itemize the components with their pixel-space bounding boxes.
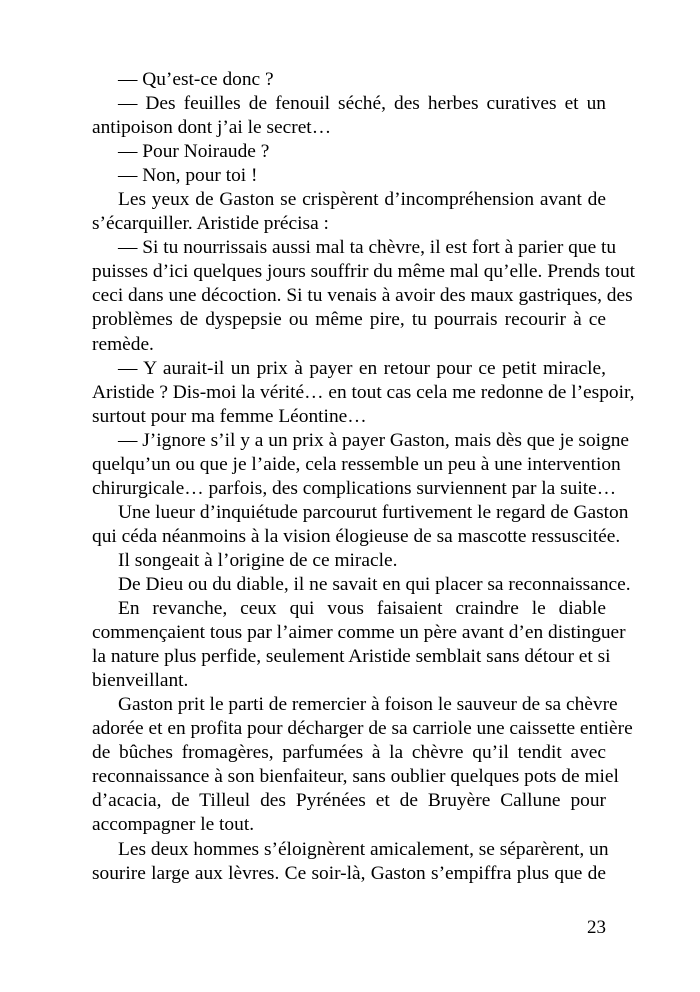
text-line: qui céda néanmoins à la vision élogieuse de sa mascotte ressuscitée. xyxy=(92,525,621,547)
page-body xyxy=(92,68,636,886)
text-line: problèmes de dyspepsie ou même pire, tu pourrais recourir à ce xyxy=(92,309,606,331)
text-line: — Pour Noiraude ? xyxy=(118,141,270,163)
text-line: accompagner le tout. xyxy=(92,814,255,836)
text-line: reconnaissance à son bienfaiteur, sans oublier quelques pots de miel xyxy=(92,766,619,788)
text-line: antipoison dont j’ai le secret… xyxy=(92,117,332,139)
text-line: d’acacia, de Tilleul des Pyrénées et de Bruyère Callune pour xyxy=(92,790,606,812)
text-line: — Qu’est-ce donc ? xyxy=(118,69,274,90)
text-line: adorée et en profita pour décharger de sa carriole une caissette entière xyxy=(92,718,633,740)
text-line: sourire large aux lèvres. Ce soir-là, Gaston s’empiffra plus que de xyxy=(92,862,606,884)
text-line: de bûches fromagères, parfumées à la chèvre qu’il tendit avec xyxy=(92,742,606,764)
text-line: De Dieu ou du diable, il ne savait en qui placer sa reconnaissance. xyxy=(118,573,631,595)
text-line: commençaient tous par l’aimer comme un père avant d’en distinguer xyxy=(92,622,626,644)
text-line: — Y aurait-il un prix à payer en retour pour ce petit miracle, xyxy=(118,357,606,379)
text-line: s’écarquiller. Aristide précisa : xyxy=(92,213,329,235)
text-line: la nature plus perfide, seulement Aristide semblait sans détour et si xyxy=(92,646,611,668)
text-line: Aristide ? Dis-moi la vérité… en tout cas cela me redonne de l’espoir, xyxy=(92,381,635,403)
text-line: Il songeait à l’origine de ce miracle. xyxy=(118,549,398,571)
text-line: ceci dans une décoction. Si tu venais à avoir des maux gastriques, des xyxy=(92,285,633,307)
text-line: — Si tu nourrissais aussi mal ta chèvre, il est fort à parier que tu xyxy=(118,237,617,259)
text-line: surtout pour ma femme Léontine… xyxy=(92,405,367,427)
text-line: Gaston prit le parti de remercier à foison le sauveur de sa chèvre xyxy=(118,694,618,716)
text-line: — Des feuilles de fenouil séché, des herbes curatives et un xyxy=(118,93,606,115)
text-line: puisses d’ici quelques jours souffrir du même mal qu’elle. Prends tout xyxy=(92,261,636,283)
text-line: — J’ignore s’il y a un prix à payer Gaston, mais dès que je soigne xyxy=(118,429,630,451)
text-line: Une lueur d’inquiétude parcourut furtivement le regard de Gaston xyxy=(118,501,629,523)
text-line: En revanche, ceux qui vous faisaient craindre le diable xyxy=(118,598,606,620)
text-line: Les yeux de Gaston se crispèrent d’incompréhension avant de xyxy=(118,189,606,211)
text-line: quelqu’un ou que je l’aide, cela ressemble un peu à une intervention xyxy=(92,453,621,475)
text-line: remède. xyxy=(92,333,154,355)
text-line: — Non, pour toi ! xyxy=(118,165,258,187)
text-line: Les deux hommes s’éloignèrent amicalement, se séparèrent, un xyxy=(118,838,609,860)
page-number: 23 xyxy=(587,917,606,938)
text-line: chirurgicale… parfois, des complications surviennent par la suite… xyxy=(92,477,617,499)
text-line: bienveillant. xyxy=(92,670,189,692)
